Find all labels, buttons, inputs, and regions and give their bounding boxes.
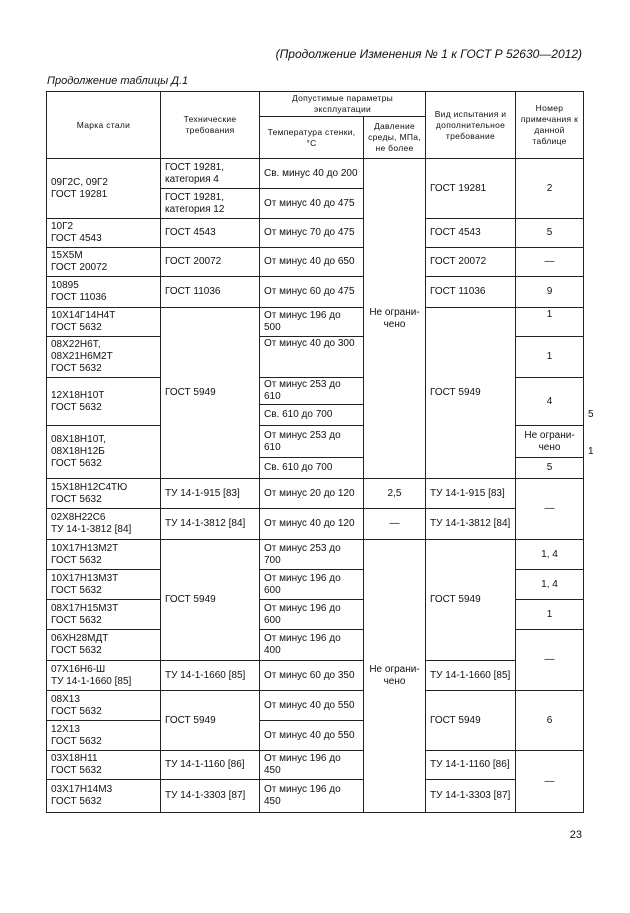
wall-temp: От минус 40 до 550 — [260, 721, 364, 751]
col-test-header: Вид испытания и дополнительное требование — [426, 92, 516, 159]
pressure: Не ограни- чено — [364, 540, 426, 813]
wall-temp: От минус 196 до 500 — [260, 308, 364, 337]
wall-temp: Св. 610 до 700 — [260, 405, 364, 426]
col-press-header: Давление среды, МПа, не более — [364, 117, 426, 159]
table-row — [47, 540, 584, 570]
page-number: 23 — [569, 829, 582, 841]
table-row — [47, 308, 584, 337]
tech-req: ТУ 14-1-3812 [84] — [161, 509, 260, 540]
note-number: 1 — [516, 337, 584, 378]
note-number: — — [516, 630, 584, 691]
test-type: ГОСТ 5949 — [426, 540, 516, 661]
note-number: 6 — [516, 691, 584, 751]
test-type: ТУ 14-1-3812 [84] — [426, 509, 516, 540]
note-number: 1, 4 — [516, 540, 584, 570]
steel-grade: 06ХН28МДТ ГОСТ 5632 — [47, 630, 161, 661]
pressure: Не ограни- чено — [516, 426, 584, 458]
table-row: Св. 610 до 700 5 — [47, 405, 584, 426]
col-tech-header: Технические требования — [161, 92, 260, 159]
wall-temp: Св. минус 40 до 200 — [260, 159, 364, 189]
steel-grade: 12Х18Н10Т ГОСТ 5632 — [47, 378, 161, 426]
tech-req: ГОСТ 4543 — [161, 219, 260, 248]
tech-req: ГОСТ 5949 — [161, 691, 260, 751]
test-type: ТУ 14-1-915 [83] — [426, 479, 516, 509]
pressure: 5 — [516, 458, 584, 479]
steel-grade: 12Х13 ГОСТ 5632 — [47, 721, 161, 751]
steel-grade: 15Х5М ГОСТ 20072 — [47, 248, 161, 277]
pressure: — — [364, 509, 426, 540]
steel-grade: 10Х14Г14Н4Т ГОСТ 5632 — [47, 308, 161, 337]
table-row — [47, 479, 584, 509]
wall-temp: От минус 40 до 550 — [260, 691, 364, 721]
note-number: 5 — [516, 219, 584, 248]
steel-grade: 02Х8Н22С6 ТУ 14-1-3812 [84] — [47, 509, 161, 540]
note-number: — — [516, 751, 584, 813]
tech-req: ГОСТ 5949 — [161, 540, 260, 661]
wall-temp: От минус 70 до 475 — [260, 219, 364, 248]
wall-temp: От минус 253 до 700 — [260, 540, 364, 570]
steel-grade: 08Х17Н15М3Т ГОСТ 5632 — [47, 600, 161, 630]
running-title: (Продолжение Изменения № 1 к ГОСТ Р 52630—2012) — [275, 47, 582, 61]
test-type: ТУ 14-1-1660 [85] — [426, 661, 516, 691]
note-number: — — [516, 479, 584, 540]
tech-req: ТУ 14-1-1660 [85] — [161, 661, 260, 691]
table-caption: Продолжение таблицы Д.1 — [47, 75, 189, 87]
tech-req: ГОСТ 20072 — [161, 248, 260, 277]
tech-req: ГОСТ 5949 — [161, 308, 260, 479]
test-type: ГОСТ 5949 — [426, 308, 516, 479]
tech-req: ТУ 14-1-3303 [87] — [161, 780, 260, 813]
tech-req: ТУ 14-1-915 [83] — [161, 479, 260, 509]
steel-grade: 10Г2 ГОСТ 4543 — [47, 219, 161, 248]
wall-temp: От минус 253 до 610 — [260, 426, 364, 458]
steel-grade: 03Х17Н14М3 ГОСТ 5632 — [47, 780, 161, 813]
wall-temp: От минус 196 до 450 — [260, 751, 364, 780]
table-row — [47, 751, 584, 780]
table-row — [47, 780, 584, 813]
steel-grade: 10895 ГОСТ 11036 — [47, 277, 161, 308]
table-row — [47, 159, 584, 189]
table-row — [47, 509, 584, 540]
pressure: Не ограни- чено — [364, 159, 426, 479]
steel-grade: 15Х18Н12С4ТЮ ГОСТ 5632 — [47, 479, 161, 509]
test-type: ГОСТ 19281 — [426, 159, 516, 219]
note-number: 4 — [516, 378, 584, 426]
test-type: ТУ 14-1-1160 [86] — [426, 751, 516, 780]
steel-grade: 10Х17Н13М3Т ГОСТ 5632 — [47, 570, 161, 600]
note-number: 9 — [516, 277, 584, 308]
table-row — [47, 277, 584, 308]
steel-grade: 07Х16Н6-Ш ТУ 14-1-1660 [85] — [47, 661, 161, 691]
table-row — [47, 691, 584, 721]
wall-temp: От минус 196 до 600 — [260, 600, 364, 630]
wall-temp: Св. 610 до 700 — [260, 458, 364, 479]
steel-grade: 03Х18Н11 ГОСТ 5632 — [47, 751, 161, 780]
col-note-header: Номер примечания к данной таблице — [516, 92, 584, 159]
wall-temp: От минус 40 до 475 — [260, 189, 364, 219]
steel-grade: 10Х17Н13М2Т ГОСТ 5632 — [47, 540, 161, 570]
tech-req: ГОСТ 19281, категория 12 — [161, 189, 260, 219]
wall-temp: От минус 196 до 600 — [260, 570, 364, 600]
wall-temp: От минус 60 до 475 — [260, 277, 364, 308]
wall-temp: От минус 40 до 120 — [260, 509, 364, 540]
note-number: — — [516, 248, 584, 277]
test-type: ГОСТ 20072 — [426, 248, 516, 277]
pressure: 2,5 — [364, 479, 426, 509]
test-type: ГОСТ 11036 — [426, 277, 516, 308]
wall-temp: От минус 40 до 300 — [260, 337, 364, 378]
table-row — [47, 661, 584, 691]
steel-grade: 08Х18Н10Т, 08Х18Н12Б ГОСТ 5632 — [47, 426, 161, 479]
wall-temp: От минус 253 до 610 — [260, 378, 364, 405]
col-steel-header: Марка стали — [47, 92, 161, 159]
table-row — [47, 219, 584, 248]
test-type: ГОСТ 5949 — [426, 691, 516, 751]
tech-req: ГОСТ 11036 — [161, 277, 260, 308]
tech-req: ТУ 14-1-1160 [86] — [161, 751, 260, 780]
note-number: 1 — [516, 600, 584, 630]
col-temp-header: Температура стенки, °С — [260, 117, 364, 159]
note-number: 2 — [516, 159, 584, 219]
wall-temp: От минус 196 до 400 — [260, 630, 364, 661]
test-type: ТУ 14-1-3303 [87] — [426, 780, 516, 813]
note-number: 1, 4 — [516, 570, 584, 600]
note-number: 1 — [516, 308, 584, 337]
wall-temp: От минус 60 до 350 — [260, 661, 364, 691]
steel-grade: 08Х22Н6Т, 08Х21Н6М2Т ГОСТ 5632 — [47, 337, 161, 378]
col-params-header: Допустимые параметры эксплуатации — [260, 92, 426, 117]
wall-temp: От минус 196 до 450 — [260, 780, 364, 813]
tech-req: ГОСТ 19281, категория 4 — [161, 159, 260, 189]
steel-grade: 09Г2С, 09Г2 ГОСТ 19281 — [47, 159, 161, 219]
table-row: 08Х18Н10Т, 08Х18Н12Б ГОСТ 5632 От минус 253 до 610 Не ограни- чено 1 — [47, 426, 584, 458]
steel-grade: 08Х13 ГОСТ 5632 — [47, 691, 161, 721]
wall-temp: От минус 20 до 120 — [260, 479, 364, 509]
test-type: ГОСТ 4543 — [426, 219, 516, 248]
wall-temp: От минус 40 до 650 — [260, 248, 364, 277]
steel-grades-table — [46, 91, 594, 813]
table-row — [47, 248, 584, 277]
